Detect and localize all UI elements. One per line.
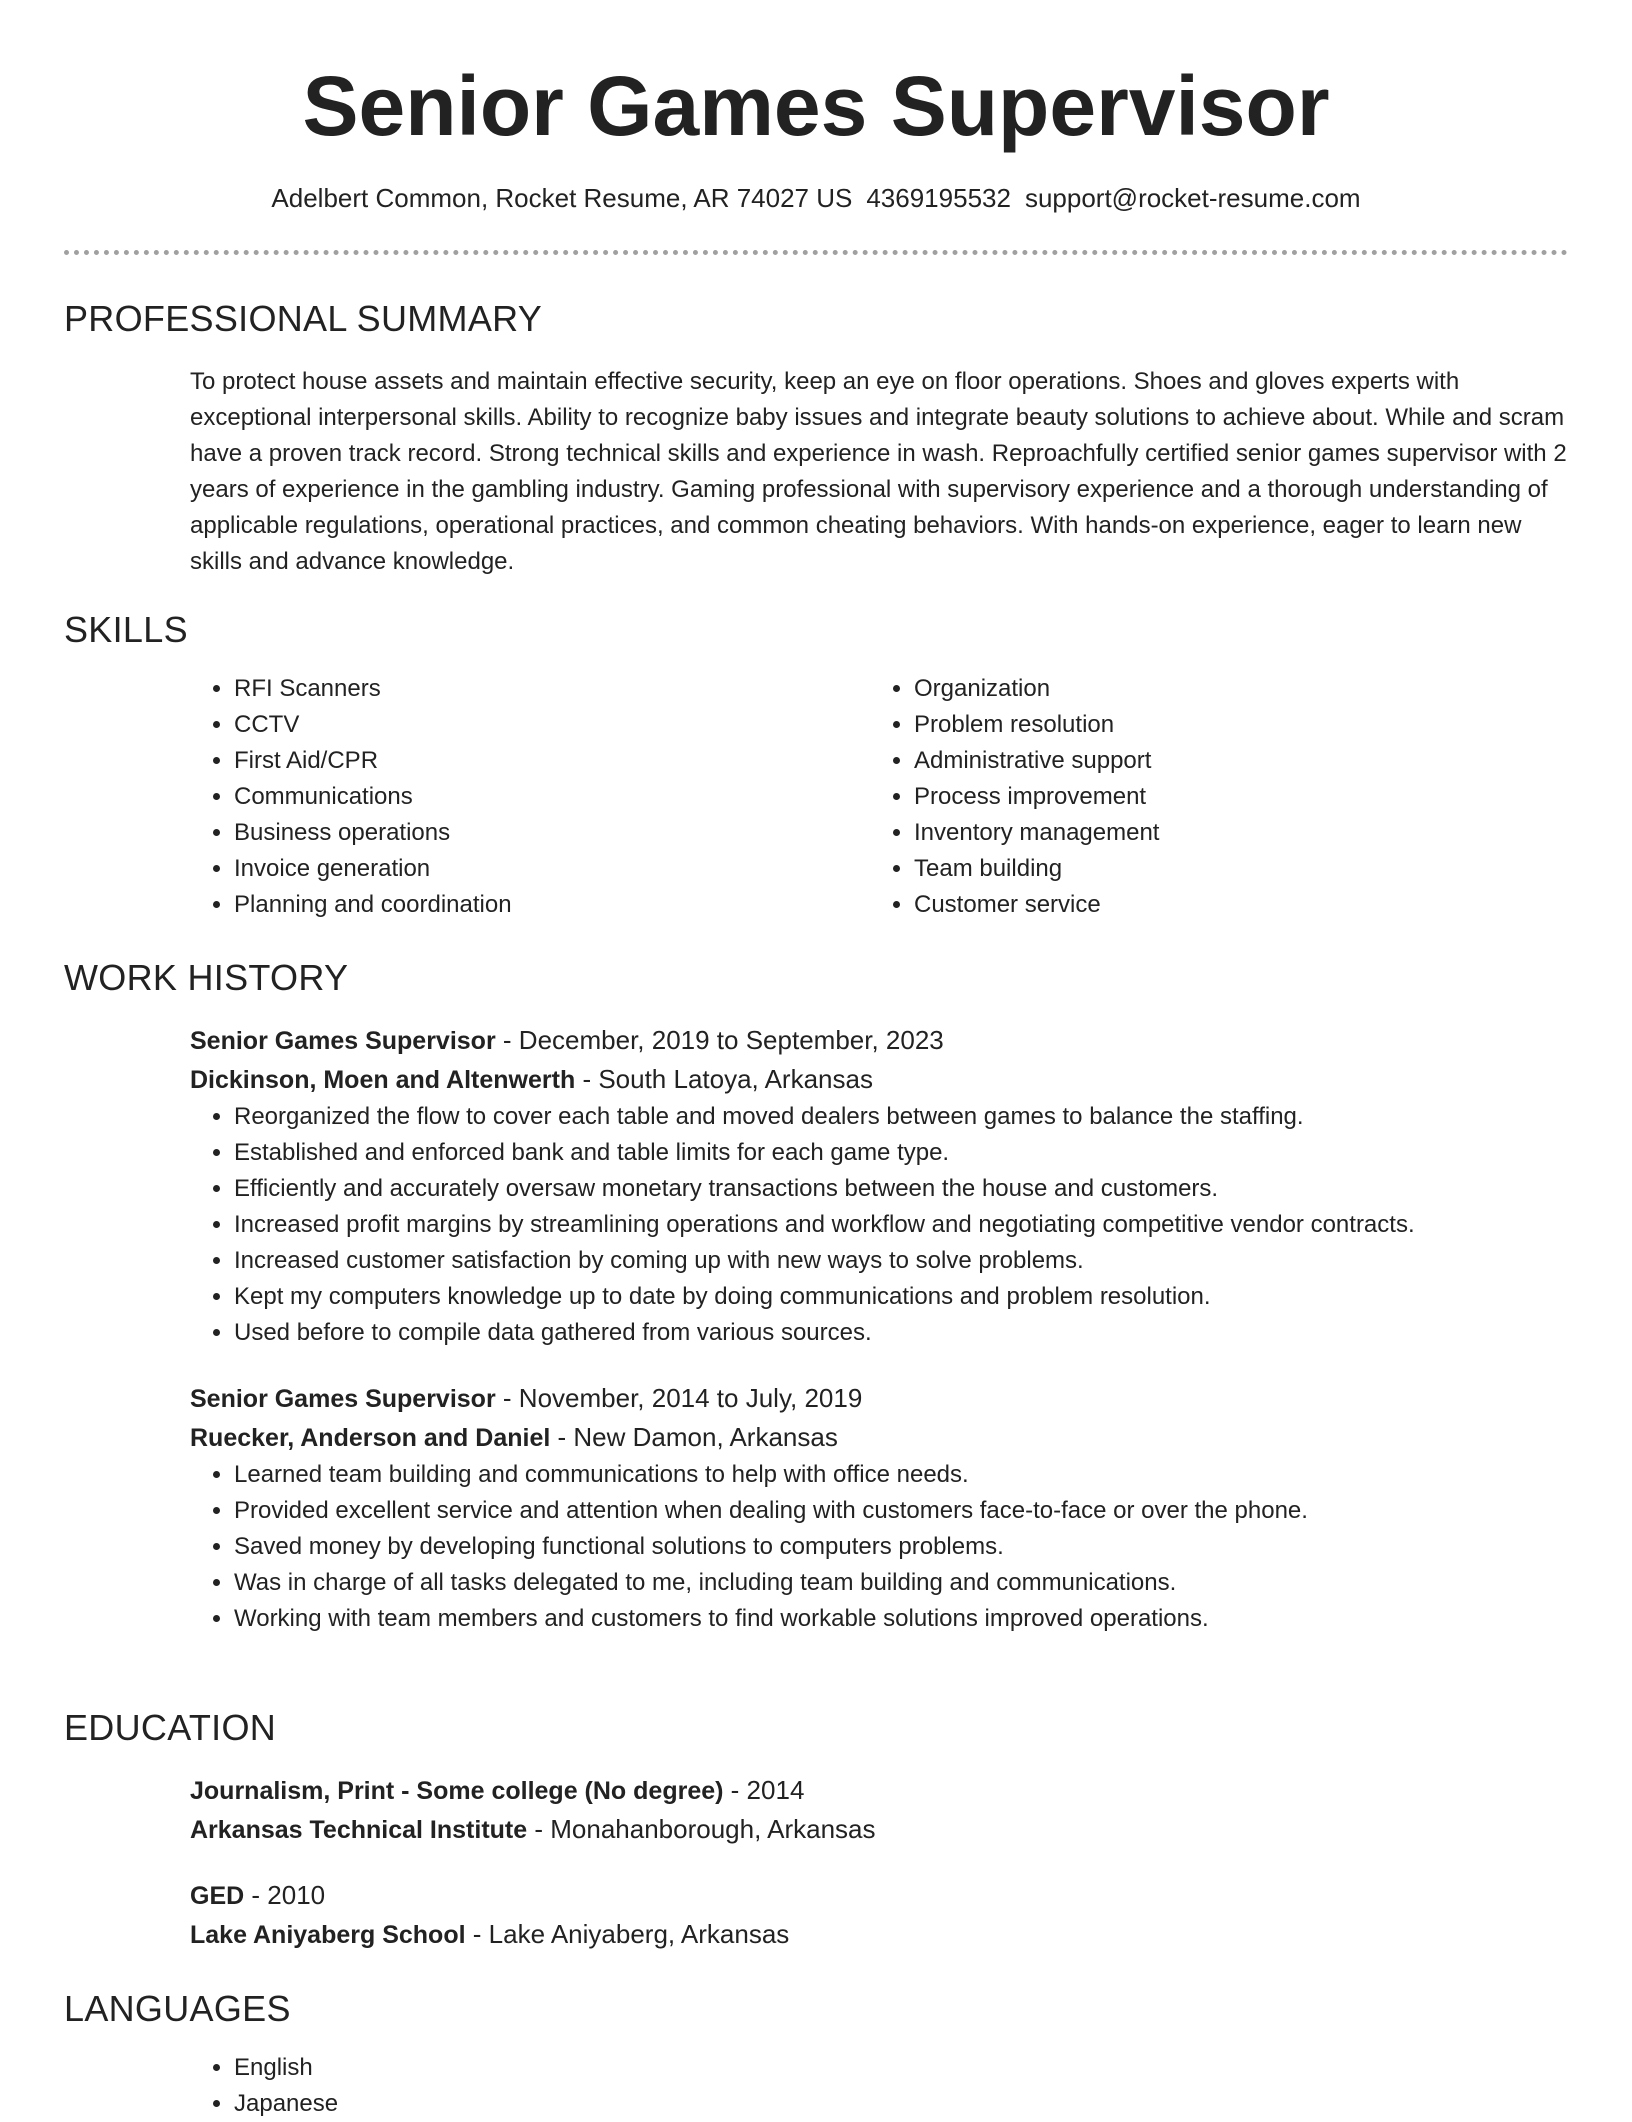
education-location: - Lake Aniyaberg, Arkansas	[465, 1919, 790, 1949]
header-divider	[64, 250, 1568, 255]
education-school-line	[190, 1915, 1568, 1954]
skill-item: • Customer service	[914, 887, 1550, 923]
education-title: EDUCATION	[64, 1707, 277, 1748]
skill-item: • CCTV	[234, 707, 870, 743]
job-bullet: • Established and enforced bank and table limits for each game type.	[234, 1135, 1568, 1171]
job-bullet: • Increased customer satisfaction by coming up with new ways to solve problems.	[234, 1243, 1568, 1279]
job-company-line	[190, 1418, 1568, 1457]
skills-column-left	[190, 671, 870, 923]
job-role-line	[190, 1379, 1568, 1418]
job-bullets	[190, 1457, 1568, 1637]
languages-list	[190, 2050, 1568, 2122]
job-role: Senior Games Supervisor	[190, 1027, 496, 1055]
skill-item: • First Aid/CPR	[234, 743, 870, 779]
skill-item: • Team building	[914, 851, 1550, 887]
job-entry	[190, 1021, 1568, 1351]
education-entry	[190, 1876, 1568, 1954]
job-role: Senior Games Supervisor	[190, 1385, 496, 1413]
job-location: - New Damon, Arkansas	[550, 1422, 838, 1452]
summary-text: To protect house assets and maintain effective security, keep an eye on floor operations. Shoes and gloves experts with exceptional interpersonal skills. Ability to recognize baby issues and integrate beauty solutions to achieve about. While and scram have a proven track record. Strong technical skills and experience in wash. Reproachfully certified senior games supervisor with 2 years of experience in the gambling industry. Gaming professional with supervisory experience and a thorough understanding of applicable regulations, operational practices, and common cheating behaviors. With hands-on experience, eager to learn new skills and advance knowledge.	[190, 368, 1567, 575]
education-section	[64, 1707, 1568, 1954]
job-company: Dickinson, Moen and Altenwerth	[190, 1066, 576, 1094]
education-school: Arkansas Technical Institute	[190, 1816, 528, 1844]
job-role-line	[190, 1021, 1568, 1060]
skill-item: • RFI Scanners	[234, 671, 870, 707]
job-bullet: • Increased profit margins by streamlining operations and workflow and negotiating competitive vendor contracts.	[234, 1207, 1568, 1243]
education-school-line	[190, 1810, 1568, 1849]
skill-item: • Planning and coordination	[234, 887, 870, 923]
job-bullet: • Used before to compile data gathered from various sources.	[234, 1315, 1568, 1351]
education-year: - 2010	[244, 1880, 326, 1910]
summary-section	[64, 298, 1568, 580]
job-bullet: • Was in charge of all tasks delegated to me, including team building and communications.	[234, 1565, 1568, 1601]
work-history-section	[64, 957, 1568, 1637]
education-degree: GED	[190, 1882, 245, 1910]
contact-email: support@rocket-resume.com	[1024, 183, 1361, 213]
languages-title: LANGUAGES	[64, 1988, 291, 2029]
contact-phone: 4369195532	[866, 183, 1011, 213]
skill-item: • Inventory management	[914, 815, 1550, 851]
job-bullet: • Learned team building and communications to help with office needs.	[234, 1457, 1568, 1493]
education-year: - 2014	[723, 1775, 805, 1805]
language-item: • Japanese	[234, 2086, 1568, 2122]
job-bullet: • Efficiently and accurately oversaw monetary transactions between the house and customers.	[234, 1171, 1568, 1207]
education-school: Lake Aniyaberg School	[190, 1921, 466, 1949]
education-degree-line	[190, 1771, 1568, 1810]
languages-section	[64, 1988, 1568, 2122]
job-company-line	[190, 1060, 1568, 1099]
job-bullet: • Provided excellent service and attention when dealing with customers face-to-face or over the phone.	[234, 1493, 1568, 1529]
skill-item: • Problem resolution	[914, 707, 1550, 743]
education-entry	[190, 1771, 1568, 1849]
skills-title: SKILLS	[64, 609, 188, 650]
skill-item: • Invoice generation	[234, 851, 870, 887]
skills-column-right	[870, 671, 1550, 923]
skill-item: • Organization	[914, 671, 1550, 707]
job-entry	[190, 1379, 1568, 1637]
skill-item: • Administrative support	[914, 743, 1550, 779]
work-history-title: WORK HISTORY	[64, 957, 349, 998]
job-bullet: • Saved money by developing functional solutions to computers problems.	[234, 1529, 1568, 1565]
contact-address: Adelbert Common, Rocket Resume, AR 74027 US	[271, 183, 853, 213]
skills-columns	[190, 671, 1568, 923]
language-item: • English	[234, 2050, 1568, 2086]
job-bullets	[190, 1099, 1568, 1351]
skill-item: • Process improvement	[914, 779, 1550, 815]
education-degree: Journalism, Print - Some college (No degree)	[190, 1777, 724, 1805]
skills-section	[64, 609, 1568, 923]
job-bullet: • Working with team members and customers to find workable solutions improved operations.	[234, 1601, 1568, 1637]
job-dates: - November, 2014 to July, 2019	[495, 1383, 863, 1413]
job-bullet: • Kept my computers knowledge up to date by doing communications and problem resolution.	[234, 1279, 1568, 1315]
candidate-name: Senior Games Supervisor	[302, 59, 1330, 153]
education-degree-line	[190, 1876, 1568, 1915]
job-dates: - December, 2019 to September, 2023	[495, 1025, 944, 1055]
skill-item: • Business operations	[234, 815, 870, 851]
job-bullet: • Reorganized the flow to cover each table and moved dealers between games to balance the staffing.	[234, 1099, 1568, 1135]
job-location: - South Latoya, Arkansas	[575, 1064, 873, 1094]
summary-title: PROFESSIONAL SUMMARY	[64, 298, 543, 339]
education-location: - Monahanborough, Arkansas	[527, 1814, 876, 1844]
job-company: Ruecker, Anderson and Daniel	[190, 1424, 551, 1452]
contact-line	[0, 182, 1632, 214]
skill-item: • Communications	[234, 779, 870, 815]
